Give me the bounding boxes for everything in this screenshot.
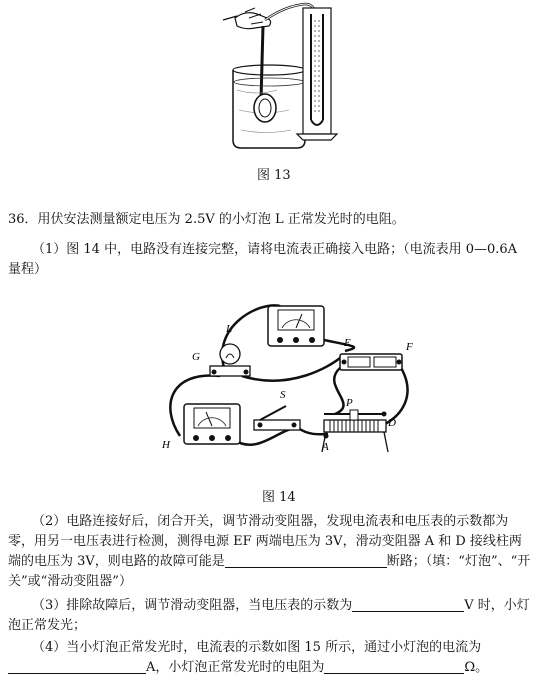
rheostat [322, 410, 388, 452]
wire-battery-to-rheostat-2 [334, 368, 343, 414]
part3-line1-prefix: （3）排除故障后，调节滑动变阻器，当电压表的示数为 [32, 598, 353, 613]
figure-13-caption: 图 13 [257, 168, 291, 183]
figure-13-apparatus [205, 0, 355, 152]
bottom-meter [184, 404, 240, 444]
label-h: H [162, 439, 170, 451]
lamp-l [210, 344, 250, 376]
part1-line2: 量程） [8, 262, 48, 277]
label-d: D [388, 417, 396, 429]
question-title: 36．用伏安法测量额定电压为 2.5V 的小灯泡 L 正常发光时的电阻。 [8, 212, 405, 227]
part3-line2: 泡正常发光； [8, 618, 87, 633]
part4-line2-mid: A，小灯泡正常发光时的电阻为 [146, 660, 325, 675]
part2-line1: （2）电路连接好后，闭合开关，调节滑动变阻器，发现电流表和电压表的示数都为 [32, 514, 509, 529]
answer-blank-current[interactable] [8, 659, 146, 674]
label-l: L [226, 323, 233, 335]
answer-blank-voltage[interactable] [352, 597, 464, 612]
answer-blank-resistance[interactable] [324, 659, 464, 674]
answer-blank-fault[interactable] [225, 553, 387, 568]
label-g: G [192, 351, 200, 363]
top-meter [268, 306, 324, 346]
part2-line4: 关”或“滑动变阻器”） [8, 574, 132, 589]
wire-battery-to-rheostat [385, 366, 408, 424]
figure-14-circuit [150, 296, 420, 474]
part4-line1: （4）当小灯泡正常发光时，电流表的示数如图 15 所示，通过小灯泡的电流为 [32, 640, 482, 655]
part2-line2: 零，用另一电压表进行检测，测得电源 EF 两端电压为 3V，滑动变阻器 A 和 D 接线柱两 [8, 534, 522, 549]
part4-line2-suffix: Ω。 [464, 660, 489, 675]
label-s: S [280, 389, 286, 401]
part3-line1 [32, 596, 530, 616]
part3-line1-suffix: V 时，小灯 [464, 598, 530, 613]
label-f: F [406, 341, 413, 353]
label-a: A [322, 441, 329, 453]
part4-line2 [8, 658, 488, 678]
label-p: P [346, 397, 353, 409]
part2-line3-prefix: 端的电压为 3V，则电路的故障可能是 [8, 554, 225, 569]
part2-line3 [8, 552, 530, 572]
switch-s [254, 406, 300, 430]
label-e: E [344, 337, 351, 349]
part2-line3-suffix: 断路；（填：“灯泡”、“开 [386, 554, 531, 569]
wire-lamp-to-battery [242, 358, 340, 381]
battery-ef [340, 354, 402, 370]
part1-line1: （1）图 14 中，电路没有连接完整，请将电流表正确接入电路；（电流表用 0—0.6A [32, 242, 518, 257]
figure-14-caption: 图 14 [262, 490, 296, 505]
